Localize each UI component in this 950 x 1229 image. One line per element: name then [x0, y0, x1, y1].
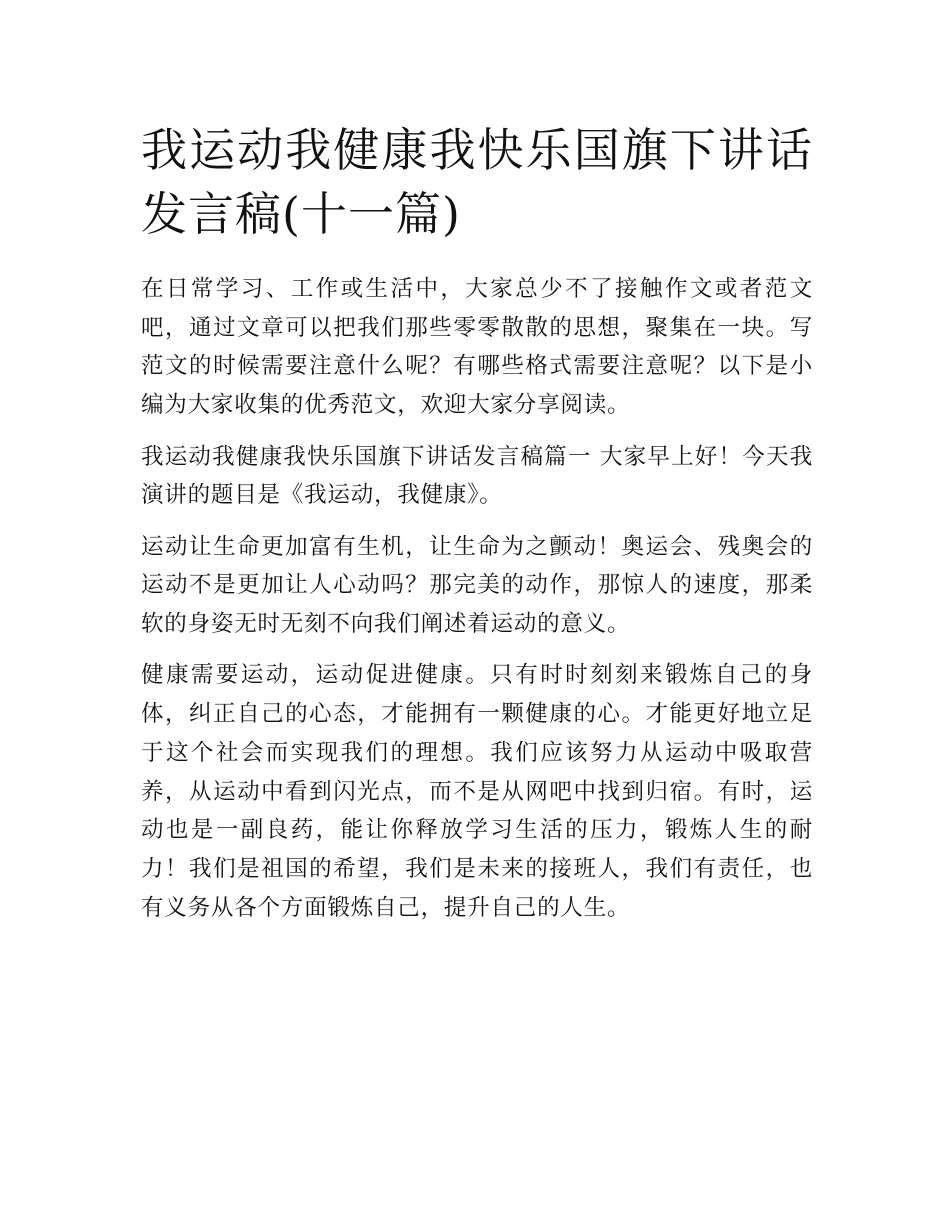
paragraph-speech-opening: 我运动我健康我快乐国旗下讲话发言稿篇一 大家早上好！今天我演讲的题目是《我运动，我健康》。 [141, 443, 813, 509]
paragraph-intro: 在日常学习、工作或生活中，大家总少不了接触作文或者范文吧，通过文章可以把我们那些零零散散的思想，聚集在一块。写范文的时候需要注意什么呢？有哪些格式需要注意呢？以下是小编为大家收集的优秀范文，欢迎大家分享阅读。 [141, 276, 813, 419]
paragraph-sports-vitality: 运动让生命更加富有生机，让生命为之颤动！奥运会、残奥会的运动不是更加让人心动吗？那完美的动作，那惊人的速度，那柔软的身姿无时无刻不向我们阐述着运动的意义。 [141, 533, 813, 637]
document-title: 我运动我健康我快乐国旗下讲话发言稿(十一篇) [141, 123, 813, 241]
paragraph-health-exercise: 健康需要运动，运动促进健康。只有时时刻刻来锻炼自己的身体，纠正自己的心态，才能拥有一颗健康的心。才能更好地立足于这个社会而实现我们的理想。我们应该努力从运动中吸取营养，从运动中看到闪光点，而不是从网吧中找到归宿。有时，运动也是一副良药，能让你释放学习生活的压力，锻炼人生的耐力！我们是祖国的希望，我们是未来的接班人，我们有责任，也有义务从各个方面锻炼自己，提升自己的人生。 [141, 662, 813, 921]
document-content [141, 118, 813, 927]
